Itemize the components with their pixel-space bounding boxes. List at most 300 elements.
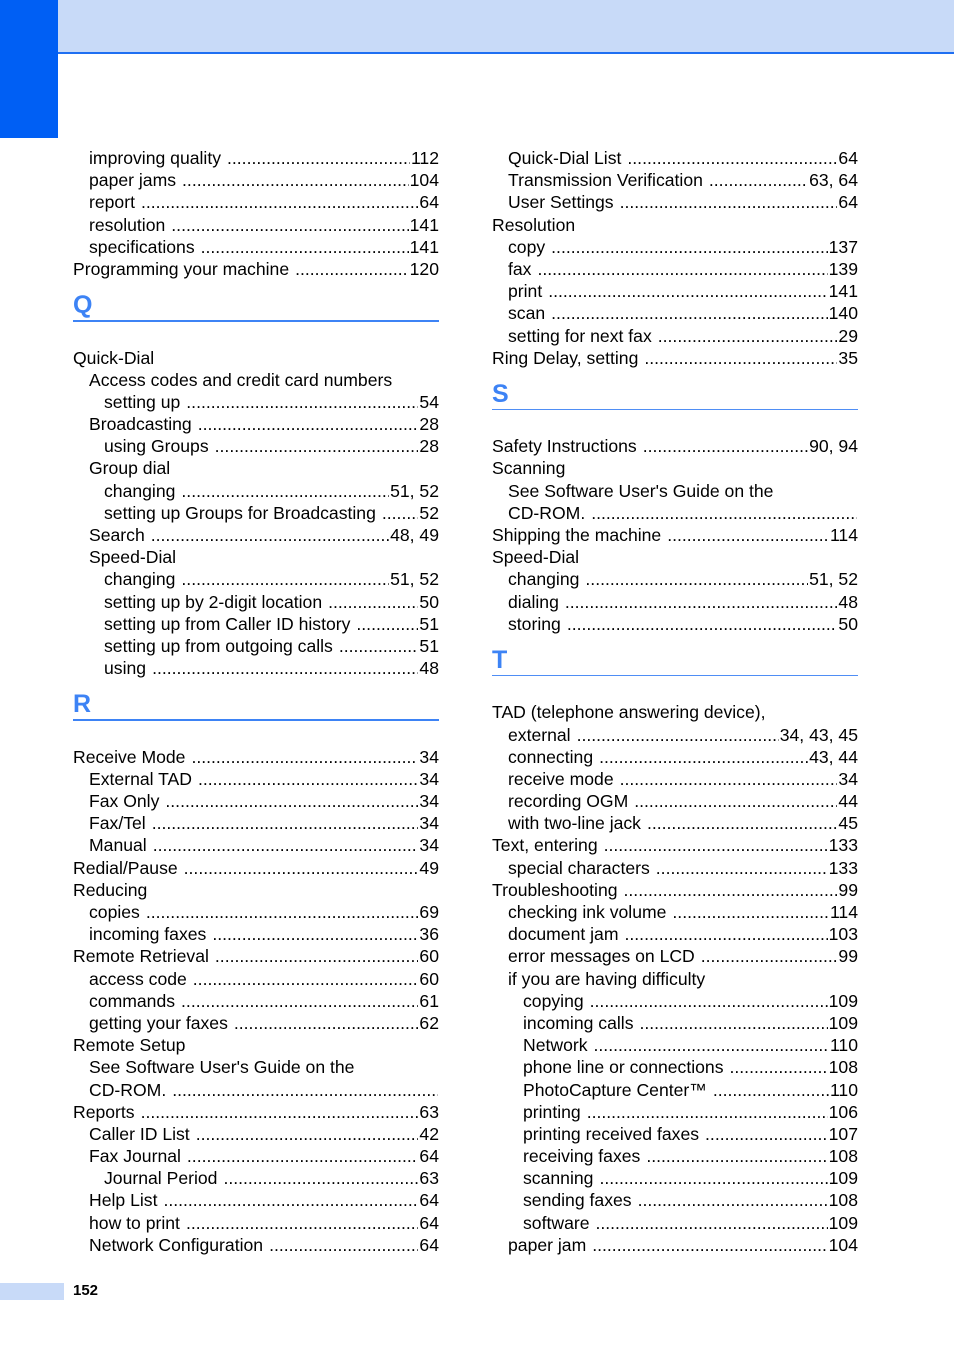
dot-leader xyxy=(596,1212,828,1234)
index-entry xyxy=(73,746,439,768)
dot-leader xyxy=(165,790,418,812)
index-term: Access codes and credit card numbers xyxy=(89,369,393,390)
dot-leader xyxy=(585,568,808,590)
index-entry xyxy=(73,1189,439,1211)
section-letter: T xyxy=(492,645,508,674)
index-term: Speed-Dial xyxy=(89,547,177,568)
index-entry xyxy=(492,613,858,635)
index-term: how to print xyxy=(89,1212,180,1233)
index-entry xyxy=(73,613,439,635)
index-pages: 60 xyxy=(419,968,439,989)
section-letter: R xyxy=(73,690,92,719)
index-pages: 109 xyxy=(828,1168,858,1189)
index-pages: 51 xyxy=(419,613,439,634)
index-pages: 110 xyxy=(829,1035,858,1056)
dot-leader xyxy=(141,191,418,213)
index-pages: 108 xyxy=(828,1146,858,1167)
dot-leader xyxy=(701,945,838,967)
index-term: document jam xyxy=(508,924,619,945)
index-term: using xyxy=(104,658,147,679)
dot-leader xyxy=(269,1234,418,1256)
index-term: changing xyxy=(508,569,580,590)
dot-leader xyxy=(537,258,827,280)
index-term: setting up Groups for Broadcasting xyxy=(104,502,376,523)
index-pages: 64 xyxy=(419,1146,439,1167)
dot-leader xyxy=(551,302,827,324)
index-entry xyxy=(492,1145,858,1167)
index-term: connecting xyxy=(508,746,594,767)
index-pages: 34 xyxy=(419,768,439,789)
index-pages: 28 xyxy=(419,414,439,435)
dot-leader xyxy=(627,147,837,169)
dot-leader xyxy=(193,968,419,990)
index-pages: 52 xyxy=(419,502,439,523)
index-entry xyxy=(492,901,858,923)
index-term: receive mode xyxy=(508,768,614,789)
section-letter: Q xyxy=(73,291,93,320)
index-term: recording OGM xyxy=(508,791,629,812)
index-entry xyxy=(73,480,439,502)
index-term: fax xyxy=(508,258,532,279)
index-pages: 48 xyxy=(419,658,439,679)
dot-leader xyxy=(223,1167,418,1189)
index-entry xyxy=(492,990,858,1012)
index-entry xyxy=(492,1079,858,1101)
index-term: Receive Mode xyxy=(73,746,186,767)
index-entry xyxy=(492,191,858,213)
index-entry xyxy=(73,546,439,568)
index-pages: 34, 43, 45 xyxy=(779,724,858,745)
index-pages: 62 xyxy=(419,1012,439,1033)
index-entry xyxy=(492,945,858,967)
index-entry xyxy=(492,1123,858,1145)
index-term: improving quality xyxy=(89,148,222,168)
dot-leader xyxy=(152,812,419,834)
index-pages: 34 xyxy=(419,746,439,767)
dot-leader xyxy=(215,435,419,457)
dot-leader xyxy=(567,613,838,635)
index-entry xyxy=(73,502,439,524)
index-entry xyxy=(492,591,858,613)
index-entry xyxy=(492,347,858,369)
index-entry xyxy=(73,568,439,590)
index-pages: 90, 94 xyxy=(809,436,858,457)
index-entry xyxy=(492,812,858,834)
section-rule xyxy=(73,719,439,721)
index-term: Fax Only xyxy=(89,791,160,812)
index-pages: 104 xyxy=(409,170,439,191)
index-entry xyxy=(73,169,439,191)
index-term: software xyxy=(523,1212,590,1233)
dot-leader xyxy=(152,657,418,679)
index-term: Help List xyxy=(89,1190,158,1211)
index-entry xyxy=(492,724,858,746)
index-term: specifications xyxy=(89,236,195,257)
dot-leader xyxy=(709,169,808,191)
index-pages: 64 xyxy=(838,192,858,213)
index-term: PhotoCapture Center™ xyxy=(523,1079,707,1100)
index-entry xyxy=(492,968,858,990)
index-term: commands xyxy=(89,990,176,1011)
index-entry xyxy=(492,457,858,479)
index-term: setting for next fax xyxy=(508,325,652,346)
index-entry xyxy=(492,1012,858,1034)
dot-leader xyxy=(624,879,838,901)
index-pages: 64 xyxy=(419,192,439,213)
dot-leader xyxy=(181,568,389,590)
index-entry xyxy=(492,325,858,347)
section-rule xyxy=(73,320,439,322)
index-pages: 141 xyxy=(409,236,439,257)
index-entry xyxy=(492,834,858,856)
index-term: Network Configuration xyxy=(89,1234,264,1255)
dot-leader xyxy=(565,591,838,613)
index-entry xyxy=(492,879,858,901)
index-pages: 51 xyxy=(419,635,439,656)
index-pages: 109 xyxy=(828,990,858,1011)
dot-leader xyxy=(186,1212,418,1234)
index-entry xyxy=(492,1056,858,1078)
index-term: Remote Setup xyxy=(73,1035,186,1056)
index-pages: 109 xyxy=(828,1012,858,1033)
index-term: error messages on LCD xyxy=(508,946,695,967)
index-term: Group dial xyxy=(89,458,171,479)
index-pages: 54 xyxy=(419,391,439,412)
dot-leader xyxy=(640,1012,828,1034)
index-term: phone line or connections xyxy=(523,1057,724,1078)
dot-leader xyxy=(163,1189,418,1211)
index-pages: 28 xyxy=(419,436,439,457)
dot-leader xyxy=(672,901,829,923)
index-pages: 114 xyxy=(829,525,858,546)
index-entry xyxy=(73,214,439,236)
index-term: resolution xyxy=(89,214,166,235)
index-entry xyxy=(492,480,858,502)
page-number: 152 xyxy=(73,1282,99,1299)
dot-leader xyxy=(181,990,418,1012)
index-term: Troubleshooting xyxy=(492,879,618,900)
index-term: See Software User's Guide on the xyxy=(508,480,774,501)
index-entry xyxy=(492,1234,858,1256)
section-rule xyxy=(492,675,858,676)
index-term: access code xyxy=(89,968,187,989)
dot-leader xyxy=(604,834,828,856)
index-entry xyxy=(73,391,439,413)
index-entry xyxy=(492,790,858,812)
dot-leader xyxy=(153,834,419,856)
index-entry xyxy=(492,1101,858,1123)
index-entry xyxy=(492,236,858,258)
index-entry xyxy=(73,191,439,213)
dot-leader xyxy=(587,1101,828,1123)
index-entry xyxy=(492,1189,858,1211)
dot-leader xyxy=(620,191,838,213)
index-entry xyxy=(492,923,858,945)
index-entry xyxy=(73,591,439,613)
index-pages: 63, 64 xyxy=(809,170,858,191)
dot-leader xyxy=(201,236,409,258)
index-pages: 45 xyxy=(838,813,858,834)
index-pages: 51, 52 xyxy=(809,569,858,590)
index-pages: 108 xyxy=(828,1190,858,1211)
dot-leader xyxy=(599,1167,827,1189)
index-term: Quick-Dial xyxy=(73,347,155,368)
index-entry xyxy=(73,258,439,280)
index-entry xyxy=(492,768,858,790)
index-term: copies xyxy=(89,902,140,923)
index-pages: 120 xyxy=(409,258,439,279)
index-entry xyxy=(73,879,439,901)
index-pages: 34 xyxy=(419,791,439,812)
index-entry xyxy=(492,568,858,590)
index-entry xyxy=(492,746,858,768)
index-pages: 114 xyxy=(829,902,858,923)
index-pages: 63 xyxy=(419,1168,439,1189)
index-term: Programming your machine xyxy=(73,258,290,279)
dot-leader xyxy=(646,1145,827,1167)
dot-leader xyxy=(634,790,837,812)
index-pages: 50 xyxy=(419,591,439,612)
index-pages: 29 xyxy=(838,325,858,346)
index-entry xyxy=(73,968,439,990)
dot-leader xyxy=(382,502,419,524)
dot-leader xyxy=(184,857,419,879)
index-term: Broadcasting xyxy=(89,414,192,435)
index-term: See Software User's Guide on the xyxy=(89,1057,355,1078)
index-column-right xyxy=(492,147,858,1256)
index-pages: 110 xyxy=(829,1079,858,1100)
index-pages: 112 xyxy=(410,148,439,168)
dot-leader xyxy=(227,147,410,169)
index-pages: 64 xyxy=(419,1212,439,1233)
dot-leader xyxy=(730,1056,828,1078)
section-letter: S xyxy=(492,379,509,408)
dot-leader xyxy=(356,613,418,635)
index-entry xyxy=(492,147,858,169)
index-term: copying xyxy=(523,990,584,1011)
index-entry xyxy=(73,413,439,435)
index-term: Caller ID List xyxy=(89,1123,190,1144)
dot-leader xyxy=(590,990,828,1012)
dot-leader xyxy=(667,524,829,546)
index-term: storing xyxy=(508,613,561,634)
index-term: Speed-Dial xyxy=(492,547,580,568)
dot-leader xyxy=(591,502,857,524)
index-term: printing xyxy=(523,1101,581,1122)
index-pages: 108 xyxy=(828,1057,858,1078)
index-term: printing received faxes xyxy=(523,1123,700,1144)
index-term: report xyxy=(89,192,135,213)
index-pages: 49 xyxy=(419,857,439,878)
index-term: special characters xyxy=(508,857,650,878)
index-term: Remote Retrieval xyxy=(73,946,209,967)
index-entry xyxy=(73,945,439,967)
index-entry xyxy=(73,369,439,391)
index-term: setting up from Caller ID history xyxy=(104,613,351,634)
dot-leader xyxy=(328,591,418,613)
index-pages: 64 xyxy=(419,1234,439,1255)
dot-leader xyxy=(647,812,837,834)
dot-leader xyxy=(151,524,389,546)
index-entry xyxy=(73,901,439,923)
index-pages: 63 xyxy=(419,1101,439,1122)
index-column-left xyxy=(73,147,439,1256)
index-term: Reducing xyxy=(73,879,148,900)
index-term: Reports xyxy=(73,1101,135,1122)
index-entry xyxy=(73,812,439,834)
index-entry xyxy=(73,1056,439,1078)
dot-leader xyxy=(713,1079,829,1101)
dot-leader xyxy=(146,901,419,923)
index-entry xyxy=(492,701,858,723)
index-pages: 48 xyxy=(838,591,858,612)
index-term: Search xyxy=(89,525,145,546)
index-pages: 104 xyxy=(828,1234,858,1255)
index-entry xyxy=(73,1212,439,1234)
dot-leader xyxy=(638,1189,828,1211)
index-pages: 34 xyxy=(838,768,858,789)
index-term: Text, entering xyxy=(492,835,598,856)
index-term: Transmission Verification xyxy=(508,170,703,191)
dot-leader xyxy=(187,1145,419,1167)
index-pages: 140 xyxy=(828,303,858,324)
index-pages: 42 xyxy=(419,1123,439,1144)
dot-leader xyxy=(215,945,419,967)
index-entry xyxy=(492,169,858,191)
index-pages: 137 xyxy=(828,236,858,257)
index-pages: 103 xyxy=(828,924,858,945)
index-entry xyxy=(492,1167,858,1189)
index-entry xyxy=(492,546,858,568)
index-pages: 51, 52 xyxy=(390,480,439,501)
index-term: print xyxy=(508,281,543,302)
section-header xyxy=(73,679,439,745)
index-term: incoming faxes xyxy=(89,924,207,945)
index-term: Ring Delay, setting xyxy=(492,347,639,368)
dot-leader xyxy=(198,413,419,435)
index-entry xyxy=(73,1234,439,1256)
dot-leader xyxy=(656,857,828,879)
index-pages: 34 xyxy=(419,835,439,856)
index-entry xyxy=(492,524,858,546)
index-pages: 99 xyxy=(838,879,858,900)
index-pages: 48, 49 xyxy=(390,525,439,546)
index-entry xyxy=(73,147,439,169)
index-term: getting your faxes xyxy=(89,1012,228,1033)
index-term: User Settings xyxy=(508,192,614,213)
index-pages: 36 xyxy=(419,924,439,945)
index-pages: 64 xyxy=(838,148,858,168)
header-rule xyxy=(58,52,954,54)
index-entry xyxy=(73,657,439,679)
index-entry xyxy=(73,435,439,457)
index-term: scanning xyxy=(523,1168,594,1189)
index-term: External TAD xyxy=(89,768,192,789)
index-term: Resolution xyxy=(492,214,576,235)
index-term: using Groups xyxy=(104,436,209,457)
index-entry xyxy=(73,1145,439,1167)
dot-leader xyxy=(577,724,779,746)
dot-leader xyxy=(644,347,837,369)
index-pages: 109 xyxy=(828,1212,858,1233)
index-pages: 34 xyxy=(419,813,439,834)
dot-leader xyxy=(141,1101,419,1123)
index-pages: 69 xyxy=(419,902,439,923)
index-entry xyxy=(73,1079,439,1101)
dot-leader xyxy=(658,325,838,347)
index-entry xyxy=(492,1034,858,1056)
dot-leader xyxy=(295,258,409,280)
index-entry xyxy=(73,457,439,479)
index-entry xyxy=(492,258,858,280)
index-term: Scanning xyxy=(492,458,566,479)
index-term: external xyxy=(508,724,571,745)
dot-leader xyxy=(181,480,389,502)
index-pages: 61 xyxy=(419,990,439,1011)
index-entry xyxy=(73,768,439,790)
index-pages: 43, 44 xyxy=(809,746,858,767)
index-entry xyxy=(492,302,858,324)
index-entry xyxy=(492,214,858,236)
dot-leader xyxy=(186,391,418,413)
dot-leader xyxy=(212,923,418,945)
index-entry xyxy=(73,1034,439,1056)
index-pages: 50 xyxy=(838,613,858,634)
index-entry xyxy=(73,834,439,856)
dot-leader xyxy=(191,746,418,768)
index-term: CD-ROM. xyxy=(508,502,586,523)
index-entry xyxy=(73,1012,439,1034)
index-term: Fax Journal xyxy=(89,1146,181,1167)
index-pages: 141 xyxy=(409,214,439,235)
index-term: TAD (telephone answering device), xyxy=(492,702,766,723)
dot-leader xyxy=(171,214,408,236)
section-header xyxy=(492,635,858,701)
dot-leader xyxy=(196,1123,419,1145)
dot-leader xyxy=(592,1234,827,1256)
index-term: Network xyxy=(523,1035,588,1056)
index-entry xyxy=(73,635,439,657)
index-term: Safety Instructions xyxy=(492,436,637,457)
index-entry xyxy=(492,435,858,457)
index-term: Shipping the machine xyxy=(492,525,662,546)
index-term: Quick-Dial List xyxy=(508,148,622,168)
index-entry xyxy=(73,347,439,369)
index-entry xyxy=(73,857,439,879)
index-entry xyxy=(73,524,439,546)
index-pages: 64 xyxy=(419,1190,439,1211)
index-pages: 133 xyxy=(828,857,858,878)
dot-leader xyxy=(198,768,418,790)
dot-leader xyxy=(339,635,419,657)
dot-leader xyxy=(625,923,828,945)
dot-leader xyxy=(172,1079,438,1101)
index-pages: 139 xyxy=(828,258,858,279)
index-entry xyxy=(492,857,858,879)
index-pages: 133 xyxy=(828,835,858,856)
index-term: incoming calls xyxy=(523,1012,634,1033)
dot-leader xyxy=(643,435,808,457)
index-pages: 60 xyxy=(419,946,439,967)
footer-tab xyxy=(0,1283,64,1300)
index-entry xyxy=(73,1101,439,1123)
index-term: Fax/Tel xyxy=(89,813,146,834)
index-term: with two-line jack xyxy=(508,813,641,834)
dot-leader xyxy=(594,1034,829,1056)
index-pages: 107 xyxy=(828,1123,858,1144)
index-entry xyxy=(492,502,858,524)
index-term: setting up by 2-digit location xyxy=(104,591,323,612)
